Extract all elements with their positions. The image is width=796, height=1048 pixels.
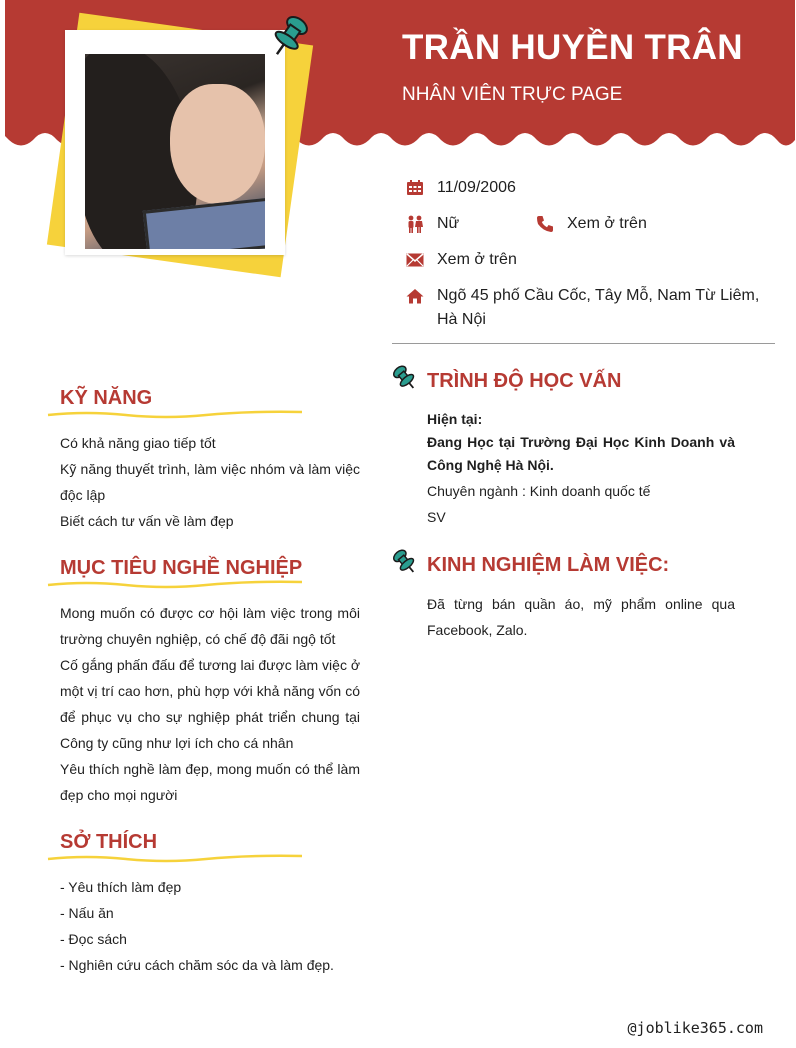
hobbies-title: SỞ THÍCH <box>60 831 158 853</box>
phone-icon <box>535 212 555 236</box>
skills-title: KỸ NĂNG <box>60 387 153 409</box>
skills-underline <box>46 409 304 419</box>
list-item: Biết cách tư vấn về làm đẹp <box>60 513 234 529</box>
objective-title: MỤC TIÊU NGHỀ NGHIỆP <box>60 557 303 579</box>
address-row <box>405 284 777 332</box>
avatar <box>85 54 265 249</box>
list-item: - Nấu ăn <box>60 905 114 921</box>
gender-row <box>405 212 459 236</box>
phone-row <box>535 212 647 236</box>
objective-list <box>60 600 360 808</box>
profile-photo-block <box>40 8 330 288</box>
hobbies-underline <box>46 853 304 863</box>
address-value: Ngõ 45 phố Cầu Cốc, Tây Mỗ, Nam Từ Liêm, Hà Nội <box>437 287 760 328</box>
list-item: Có khả năng giao tiếp tốt <box>60 435 216 451</box>
email-icon <box>405 248 425 272</box>
job-title: NHÂN VIÊN TRỰC PAGE <box>402 84 623 105</box>
education-school: Đang Học tại Trường Đại Học Kinh Doanh và Công Nghệ Hà Nội. <box>427 434 735 473</box>
education-status: Hiện tại: <box>427 411 483 427</box>
photo-frame <box>65 30 285 255</box>
list-item: - Yêu thích làm đẹp <box>60 879 182 895</box>
contact-divider <box>392 343 775 344</box>
list-item: Cố gắng phấn đấu để tương lai được làm việc ở một vị trí cao hơn, phù hợp với khả năng vốn có để phục vụ cho sự nghiệp phát triển chung tại Công ty cũng như lợi ích cho cá nhân <box>60 657 361 751</box>
pushpin-icon <box>392 364 418 392</box>
education-level: SV <box>427 509 446 525</box>
phone-value: Xem ở trên <box>567 215 647 232</box>
experience-description: Đã từng bán quần áo, mỹ phẩm online qua Facebook, Zalo. <box>427 596 735 638</box>
list-item: - Nghiên cứu cách chăm sóc da và làm đẹp. <box>60 957 334 973</box>
pushpin-icon <box>392 548 418 576</box>
skills-list <box>60 430 360 534</box>
pushpin-icon <box>268 14 310 60</box>
experience-title: KINH NGHIỆM LÀM VIỆC: <box>427 554 670 576</box>
education-title: TRÌNH ĐỘ HỌC VẤN <box>427 370 622 392</box>
hobbies-list <box>60 874 360 978</box>
home-icon <box>405 284 425 308</box>
objective-underline <box>46 579 304 589</box>
watermark: @joblike365.com <box>627 1019 763 1037</box>
birthday-row <box>405 176 516 200</box>
list-item: - Đọc sách <box>60 931 127 947</box>
candidate-name: TRẦN HUYỀN TRÂN <box>402 28 743 67</box>
email-row <box>405 248 517 272</box>
list-item: Kỹ năng thuyết trình, làm việc nhóm và làm việc độc lập <box>60 461 360 503</box>
birthday-value: 11/09/2006 <box>437 179 516 196</box>
email-value: Xem ở trên <box>437 251 517 268</box>
list-item: Mong muốn có được cơ hội làm việc trong môi trường chuyên nghiệp, có chế độ đãi ngộ tốt <box>60 605 360 647</box>
calendar-icon <box>405 176 425 200</box>
list-item: Yêu thích nghề làm đẹp, mong muốn có thể làm đẹp cho mọi người <box>60 761 360 803</box>
gender-value: Nữ <box>437 215 460 232</box>
education-content <box>427 408 735 530</box>
gender-icon <box>405 212 425 236</box>
education-major: Chuyên ngành : Kinh doanh quốc tế <box>427 483 651 499</box>
